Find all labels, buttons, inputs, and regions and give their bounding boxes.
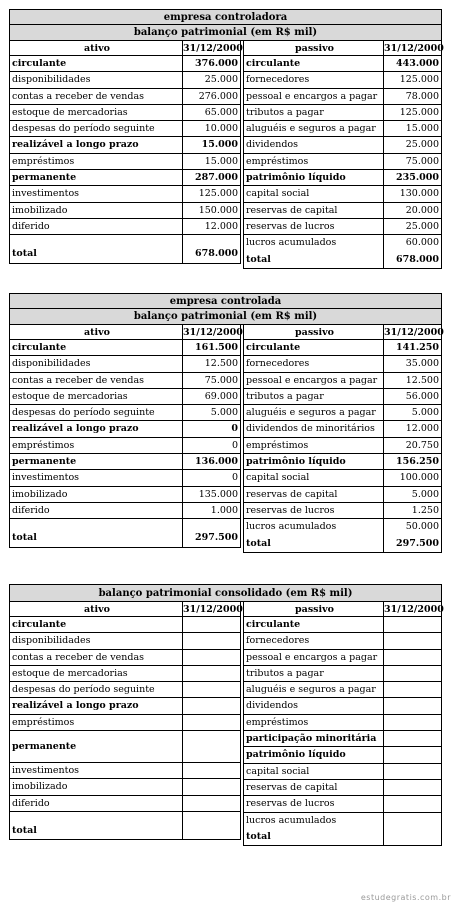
table-row: diferido 1.000 bbox=[10, 503, 240, 519]
table-consolidado bbox=[9, 584, 442, 878]
table-row: empréstimos 20.750 bbox=[244, 438, 441, 454]
table-row: realizável a longo prazo 15.000 bbox=[10, 137, 240, 153]
table-row: pessoal e encargos a pagar 12.500 bbox=[244, 373, 441, 389]
table-row: circulante 443.000 bbox=[244, 56, 441, 72]
table-row: patrimônio líquido bbox=[244, 747, 441, 763]
table-row: reservas de lucros bbox=[244, 796, 441, 812]
table-row: imobilizado 135.000 bbox=[10, 487, 240, 503]
table-row: permanente bbox=[10, 731, 240, 763]
table-row: estoque de mercadorias 69.000 bbox=[10, 389, 240, 405]
table-row: lucros acumulados 50.000 bbox=[244, 519, 441, 535]
table-row: fornecedores 125.000 bbox=[244, 72, 441, 88]
table-row: capital social 100.000 bbox=[244, 470, 441, 486]
passivo-rows bbox=[244, 617, 441, 829]
blank-row bbox=[10, 812, 240, 823]
passivo-column bbox=[243, 325, 442, 553]
table-row: despesas do período seguinte bbox=[10, 682, 240, 698]
total-row: total 297.500 bbox=[244, 536, 441, 552]
table-row: lucros acumulados bbox=[244, 813, 441, 829]
table-row: dividendos de minoritários 12.000 bbox=[244, 421, 441, 437]
column-header: passivo 31/12/2000 bbox=[244, 325, 441, 340]
table-controlada bbox=[9, 293, 442, 571]
table-row: empréstimos bbox=[10, 715, 240, 731]
table-row: tributos a pagar 125.000 bbox=[244, 105, 441, 121]
total-row: total 297.500 bbox=[10, 530, 240, 546]
table-row: empréstimos 0 bbox=[10, 438, 240, 454]
table-title: balanço patrimonial consolidado (em R$ mil) bbox=[9, 584, 442, 602]
table-row: pessoal e encargos a pagar 78.000 bbox=[244, 89, 441, 105]
table-row: permanente 287.000 bbox=[10, 170, 240, 186]
table-row: aluguéis e seguros a pagar 5.000 bbox=[244, 405, 441, 421]
table-row: circulante 376.000 bbox=[10, 56, 240, 72]
table-row: tributos a pagar 56.000 bbox=[244, 389, 441, 405]
table-row: pessoal e encargos a pagar bbox=[244, 650, 441, 666]
table-row: reservas de capital bbox=[244, 780, 441, 796]
table-row: estoque de mercadorias 65.000 bbox=[10, 105, 240, 121]
table-row: circulante 141.250 bbox=[244, 340, 441, 356]
blank-row bbox=[10, 519, 240, 530]
passivo-column bbox=[243, 41, 442, 269]
table-row: reservas de lucros 25.000 bbox=[244, 219, 441, 235]
table-row: contas a receber de vendas 75.000 bbox=[10, 373, 240, 389]
ativo-rows bbox=[10, 617, 240, 823]
table-row: fornecedores bbox=[244, 633, 441, 649]
column-header: ativo 31/12/2000 bbox=[10, 41, 240, 56]
table-row: reservas de capital 5.000 bbox=[244, 487, 441, 503]
table-row: disponibilidades 25.000 bbox=[10, 72, 240, 88]
table-row: empréstimos 75.000 bbox=[244, 154, 441, 170]
table-controladora bbox=[9, 9, 442, 287]
table-row: contas a receber de vendas bbox=[10, 650, 240, 666]
table-row: patrimônio líquido 235.000 bbox=[244, 170, 441, 186]
ativo-rows bbox=[10, 340, 240, 530]
total-row: total 678.000 bbox=[244, 252, 441, 268]
total-row: total bbox=[10, 823, 240, 839]
table-row: fornecedores 35.000 bbox=[244, 356, 441, 372]
total-row: total bbox=[244, 829, 441, 845]
table-row: empréstimos 15.000 bbox=[10, 154, 240, 170]
passivo-rows bbox=[244, 56, 441, 252]
table-row: diferido 12.000 bbox=[10, 219, 240, 235]
table-row: investimentos 0 bbox=[10, 470, 240, 486]
table-row: disponibilidades 12.500 bbox=[10, 356, 240, 372]
table-row: imobilizado bbox=[10, 779, 240, 795]
column-header: passivo 31/12/2000 bbox=[244, 41, 441, 56]
ativo-column bbox=[9, 602, 241, 840]
table-row: dividendos bbox=[244, 698, 441, 714]
table-title: empresa controlada bbox=[9, 293, 442, 309]
table-row: dividendos 25.000 bbox=[244, 137, 441, 153]
table-row: aluguéis e seguros a pagar 15.000 bbox=[244, 121, 441, 137]
passivo-column bbox=[243, 602, 442, 846]
ativo-column bbox=[9, 325, 241, 548]
table-row: capital social bbox=[244, 764, 441, 780]
table-row: despesas do período seguinte 10.000 bbox=[10, 121, 240, 137]
table-row: circulante bbox=[244, 617, 441, 633]
table-row: realizável a longo prazo bbox=[10, 698, 240, 714]
table-row: aluguéis e seguros a pagar bbox=[244, 682, 441, 698]
table-row: reservas de lucros 1.250 bbox=[244, 503, 441, 519]
table-row: reservas de capital 20.000 bbox=[244, 203, 441, 219]
table-subtitle: balanço patrimonial (em R$ mil) bbox=[9, 25, 442, 41]
table-row: permanente 136.000 bbox=[10, 454, 240, 470]
table-row: participação minoritária bbox=[244, 731, 441, 747]
column-header: passivo 31/12/2000 bbox=[244, 602, 441, 617]
table-row: circulante 161.500 bbox=[10, 340, 240, 356]
table-row: capital social 130.000 bbox=[244, 186, 441, 202]
blank-row bbox=[10, 235, 240, 246]
table-row: empréstimos bbox=[244, 715, 441, 731]
table-row: investimentos bbox=[10, 763, 240, 779]
table-title: empresa controladora bbox=[9, 9, 442, 25]
table-row: circulante bbox=[10, 617, 240, 633]
table-row: despesas do período seguinte 5.000 bbox=[10, 405, 240, 421]
table-row: tributos a pagar bbox=[244, 666, 441, 682]
ativo-column bbox=[9, 41, 241, 264]
table-row: imobilizado 150.000 bbox=[10, 203, 240, 219]
total-row: total 678.000 bbox=[10, 246, 240, 262]
passivo-rows bbox=[244, 340, 441, 536]
table-row: lucros acumulados 60.000 bbox=[244, 235, 441, 251]
ativo-rows bbox=[10, 56, 240, 246]
table-subtitle: balanço patrimonial (em R$ mil) bbox=[9, 309, 442, 325]
column-header: ativo 31/12/2000 bbox=[10, 325, 240, 340]
table-row: patrimônio líquido 156.250 bbox=[244, 454, 441, 470]
table-row: realizável a longo prazo 0 bbox=[10, 421, 240, 437]
column-header: ativo 31/12/2000 bbox=[10, 602, 240, 617]
table-row: estoque de mercadorias bbox=[10, 666, 240, 682]
table-row: contas a receber de vendas 276.000 bbox=[10, 89, 240, 105]
table-row: investimentos 125.000 bbox=[10, 186, 240, 202]
table-row: disponibilidades bbox=[10, 633, 240, 649]
watermark: estudegratis.com.br bbox=[360, 893, 451, 902]
table-row: diferido bbox=[10, 796, 240, 812]
